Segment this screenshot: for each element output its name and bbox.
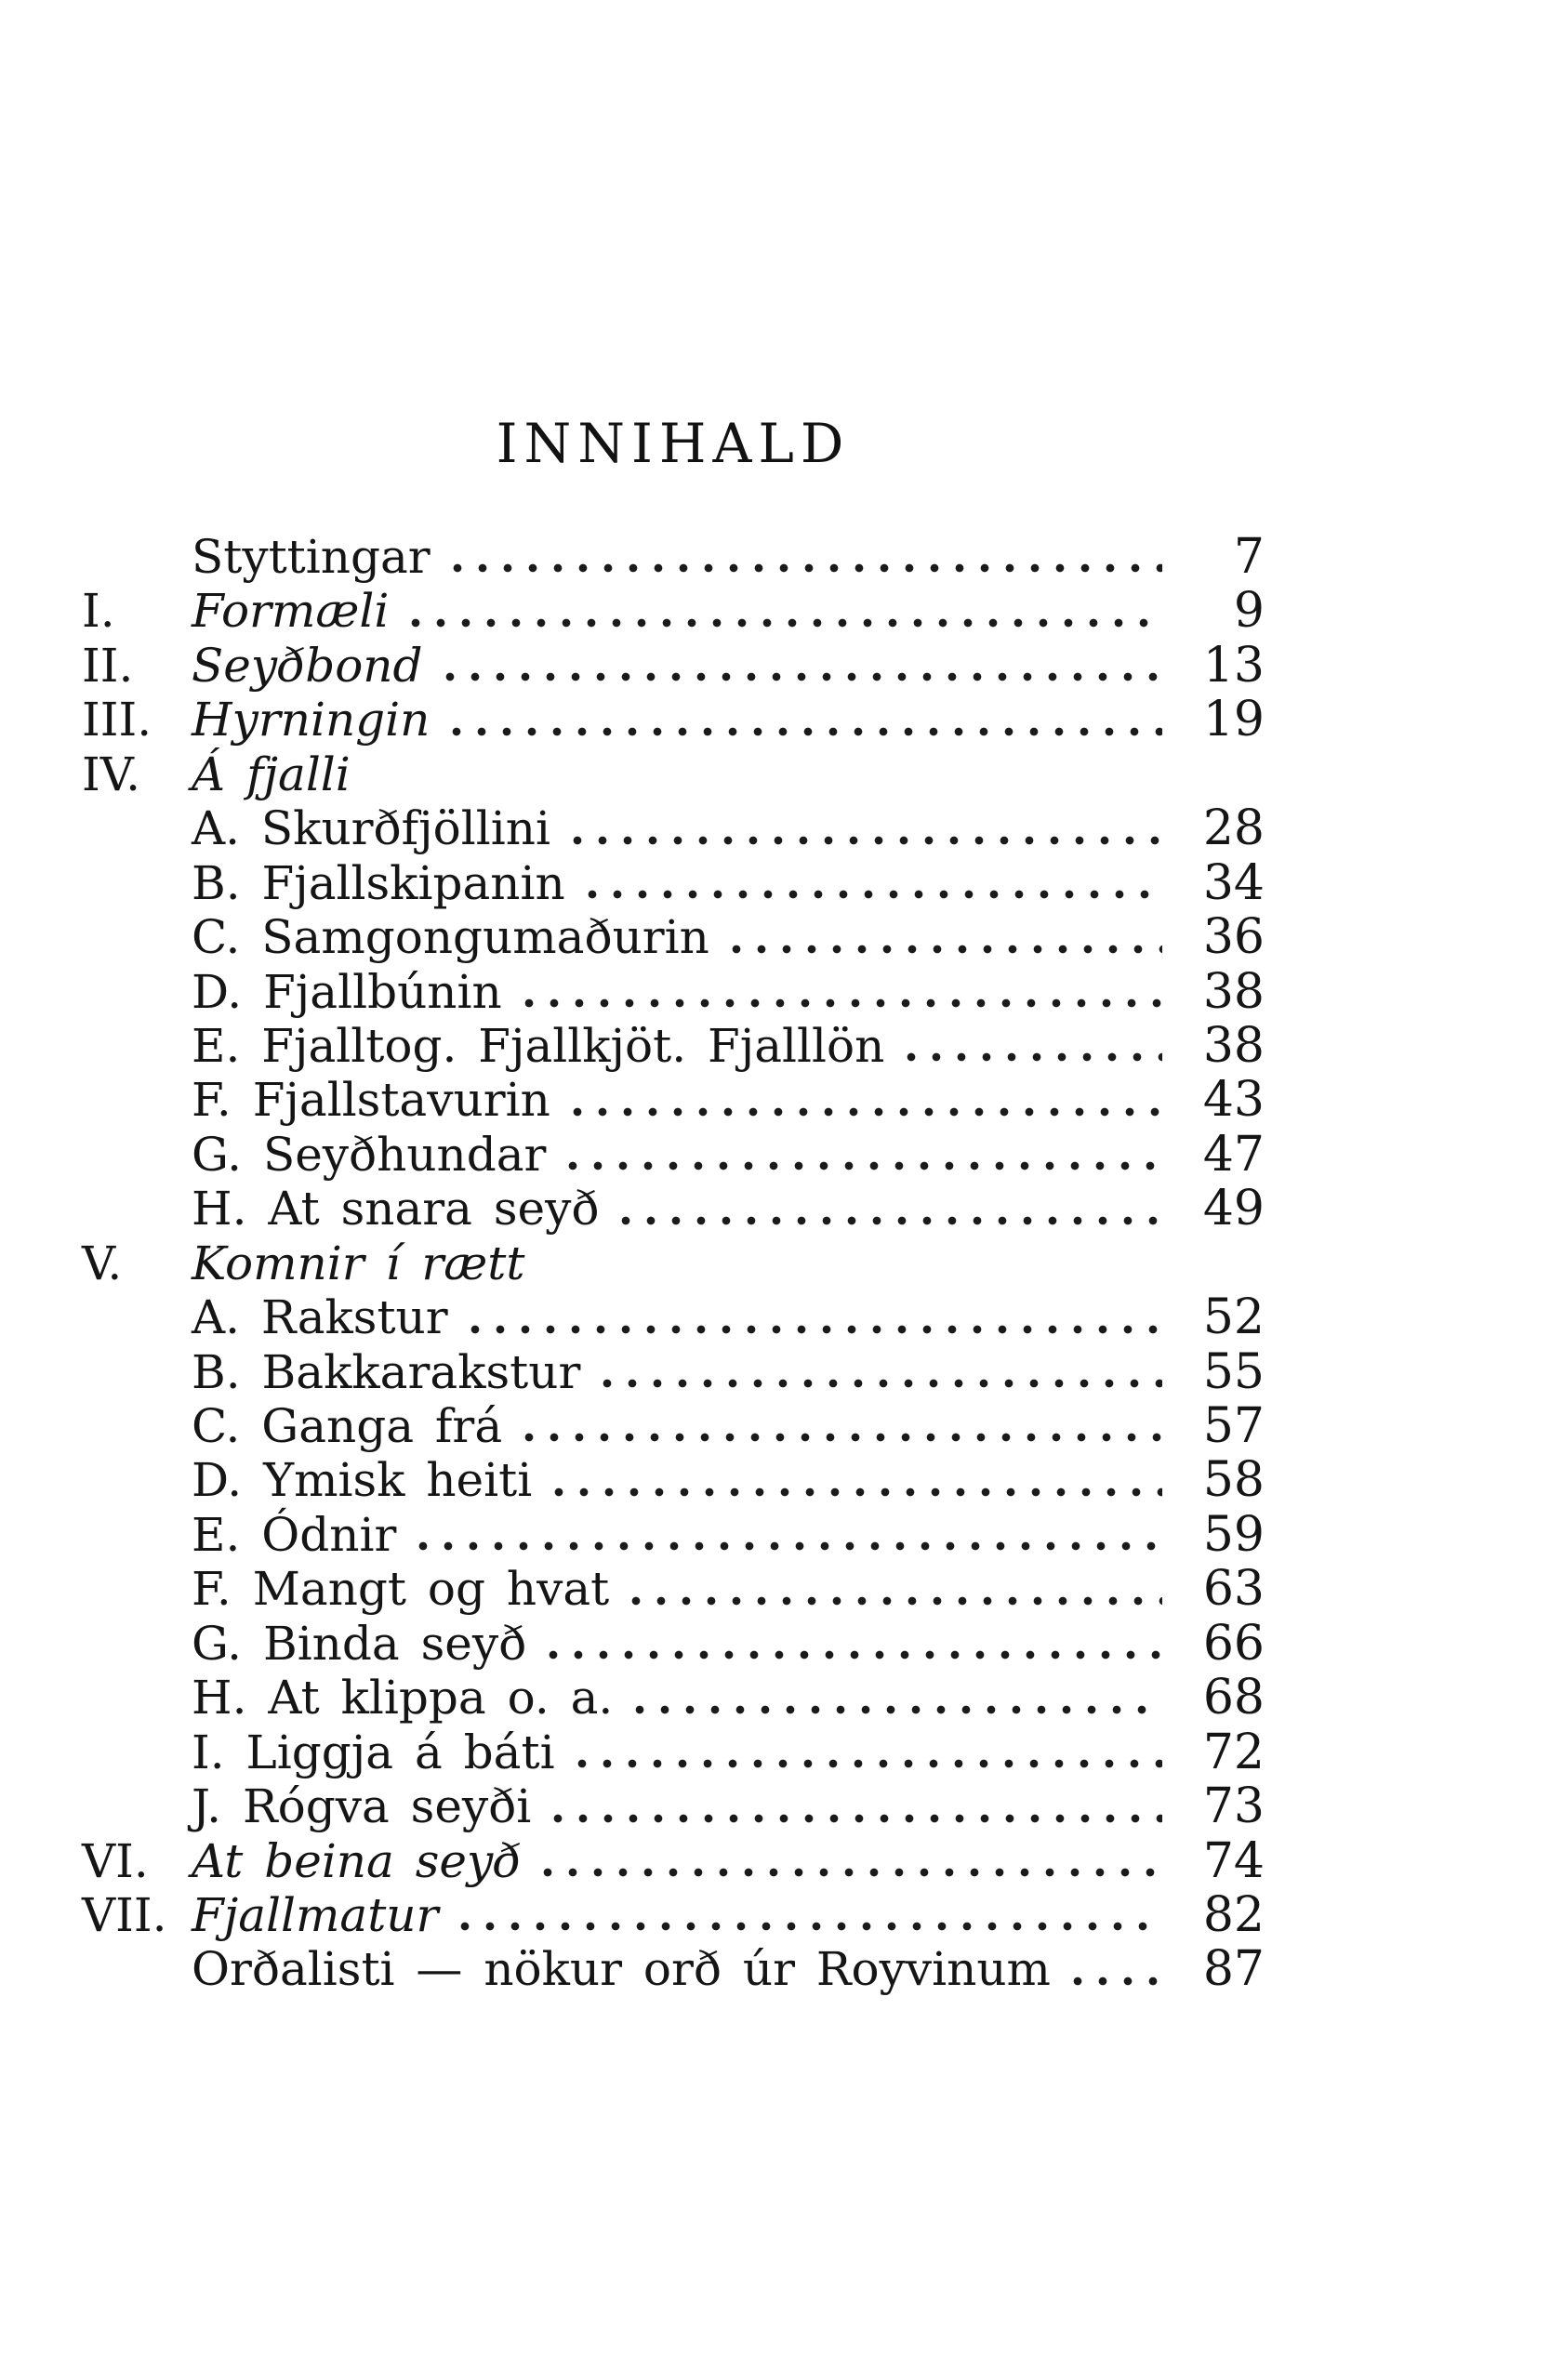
toc-entry-label: Orðalisti — nökur orð úr Royvinum bbox=[192, 1942, 1051, 1997]
toc-page-number: 28 bbox=[1202, 800, 1265, 857]
toc-entry-label: E. Ódnir bbox=[192, 1507, 397, 1562]
toc-roman-numeral: V. bbox=[82, 1236, 123, 1290]
toc-entry-label: Seyðbond bbox=[192, 638, 423, 693]
toc-page-number: 47 bbox=[1202, 1126, 1265, 1183]
toc-row bbox=[82, 1182, 1265, 1236]
toc-page-number: 43 bbox=[1202, 1072, 1265, 1129]
toc-entry-label: F. Mangt og hvat bbox=[192, 1562, 610, 1617]
toc-row bbox=[82, 1888, 1265, 1942]
toc-row bbox=[82, 1834, 1265, 1888]
toc-roman-numeral: VII. bbox=[82, 1887, 167, 1942]
toc-row bbox=[82, 1617, 1265, 1671]
toc-entry-label: C. Samgongumaðurin bbox=[192, 910, 709, 965]
toc-row bbox=[82, 747, 1265, 801]
toc-entry-label: At beina seyð bbox=[192, 1833, 522, 1888]
dot-leader bbox=[571, 834, 1162, 847]
toc-row bbox=[82, 1345, 1265, 1399]
toc-page-number: 68 bbox=[1202, 1670, 1265, 1726]
toc-entry-label: Hyrningin bbox=[192, 693, 431, 747]
toc-row bbox=[82, 1942, 1265, 1996]
toc-row bbox=[82, 639, 1265, 693]
toc-roman-numeral: III. bbox=[82, 693, 152, 747]
toc-roman-numeral: IV. bbox=[82, 747, 141, 801]
toc-page-number: 7 bbox=[1233, 529, 1265, 585]
toc-row bbox=[82, 1671, 1265, 1725]
toc-row bbox=[82, 1128, 1265, 1182]
toc-entry-label: Formæli bbox=[192, 584, 390, 639]
dot-leader bbox=[619, 1214, 1162, 1227]
table-of-contents bbox=[82, 530, 1265, 1997]
toc-row bbox=[82, 530, 1265, 584]
toc-entry-label: B. Fjallskipanin bbox=[192, 855, 565, 910]
dot-leader bbox=[469, 1323, 1162, 1336]
toc-page-number: 59 bbox=[1202, 1506, 1265, 1563]
toc-page-number: 87 bbox=[1202, 1941, 1265, 1998]
toc-entry-label: Á fjalli bbox=[192, 747, 351, 801]
toc-entry-label: F. Fjallstavurin bbox=[192, 1073, 550, 1128]
dot-leader bbox=[458, 1920, 1162, 1933]
toc-page-number: 19 bbox=[1202, 692, 1265, 748]
toc-entry-label: H. At snara seyð bbox=[192, 1182, 600, 1236]
toc-entry-label: D. Fjallbúnin bbox=[192, 964, 502, 1019]
dot-leader bbox=[523, 1431, 1162, 1444]
dot-leader bbox=[576, 1757, 1162, 1770]
dot-leader bbox=[450, 725, 1162, 738]
toc-row bbox=[82, 693, 1265, 747]
toc-entry-label: C. Ganga frá bbox=[192, 1399, 503, 1453]
dot-leader bbox=[451, 562, 1162, 575]
toc-row bbox=[82, 1508, 1265, 1562]
toc-page-number: 66 bbox=[1202, 1615, 1265, 1672]
dot-leader bbox=[586, 888, 1162, 901]
toc-row bbox=[82, 584, 1265, 638]
toc-row bbox=[82, 1236, 1265, 1290]
toc-entry-label: I. Liggja á báti bbox=[192, 1725, 555, 1779]
toc-roman-numeral: I. bbox=[82, 584, 115, 639]
page-title: INNIHALD bbox=[496, 412, 851, 475]
toc-row bbox=[82, 910, 1265, 964]
dot-leader bbox=[551, 1812, 1162, 1825]
dot-leader bbox=[601, 1377, 1162, 1390]
toc-row bbox=[82, 1019, 1265, 1073]
toc-row bbox=[82, 1453, 1265, 1507]
dot-leader bbox=[417, 1540, 1162, 1553]
toc-page-number: 9 bbox=[1233, 583, 1265, 640]
dot-leader bbox=[1071, 1975, 1162, 1988]
toc-page-number: 57 bbox=[1202, 1398, 1265, 1454]
toc-page-number: 74 bbox=[1202, 1832, 1265, 1889]
toc-roman-numeral: II. bbox=[82, 638, 134, 693]
toc-page-number: 82 bbox=[1202, 1886, 1265, 1943]
toc-row bbox=[82, 1562, 1265, 1616]
dot-leader bbox=[571, 1105, 1162, 1118]
toc-entry-label: G. Seyðhundar bbox=[192, 1127, 547, 1182]
dot-leader bbox=[730, 943, 1162, 956]
toc-entry-label: A. Rakstur bbox=[192, 1290, 448, 1345]
toc-roman-numeral: VI. bbox=[82, 1833, 149, 1888]
dot-leader bbox=[547, 1648, 1162, 1661]
toc-page-number: 13 bbox=[1202, 637, 1265, 694]
toc-entry-label: E. Fjalltog. Fjallkjöt. Fjalllön bbox=[192, 1018, 885, 1073]
toc-row bbox=[82, 1290, 1265, 1344]
toc-entry-label: Komnir í rætt bbox=[192, 1236, 525, 1290]
toc-row bbox=[82, 965, 1265, 1019]
toc-entry-label: H. At klippa o. a. bbox=[192, 1671, 614, 1726]
toc-row bbox=[82, 1726, 1265, 1779]
toc-entry-label: B. Bakkarakstur bbox=[192, 1344, 581, 1399]
toc-page-number: 49 bbox=[1202, 1181, 1265, 1237]
dot-leader bbox=[409, 616, 1162, 629]
toc-entry-label: D. Ymisk heiti bbox=[192, 1453, 533, 1508]
toc-entry-label: J. Rógva seyði bbox=[192, 1779, 532, 1834]
dot-leader bbox=[541, 1866, 1162, 1879]
toc-row bbox=[82, 1779, 1265, 1833]
dot-leader bbox=[905, 1051, 1162, 1064]
toc-row bbox=[82, 801, 1265, 855]
toc-page-number: 34 bbox=[1202, 854, 1265, 911]
toc-page-number: 38 bbox=[1202, 963, 1265, 1020]
toc-page-number: 58 bbox=[1202, 1452, 1265, 1509]
toc-entry-label: Fjallmatur bbox=[192, 1887, 439, 1942]
toc-page-number: 38 bbox=[1202, 1017, 1265, 1074]
dot-leader bbox=[566, 1159, 1162, 1172]
toc-page-number: 72 bbox=[1202, 1724, 1265, 1780]
toc-page-number: 73 bbox=[1202, 1778, 1265, 1835]
toc-page-number: 36 bbox=[1202, 909, 1265, 966]
toc-row bbox=[82, 1399, 1265, 1453]
toc-row bbox=[82, 856, 1265, 910]
dot-leader bbox=[633, 1703, 1162, 1716]
toc-row bbox=[82, 1073, 1265, 1127]
dot-leader bbox=[552, 1486, 1162, 1499]
dot-leader bbox=[444, 670, 1162, 683]
toc-page-number: 55 bbox=[1202, 1343, 1265, 1400]
toc-page-number: 63 bbox=[1202, 1561, 1265, 1618]
dot-leader bbox=[629, 1594, 1162, 1607]
toc-page-number: 52 bbox=[1202, 1289, 1265, 1346]
toc-entry-label: G. Binda seyð bbox=[192, 1616, 527, 1671]
toc-entry-label: A. Skurðfjöllini bbox=[192, 801, 550, 856]
toc-entry-label: Styttingar bbox=[192, 530, 431, 584]
dot-leader bbox=[523, 997, 1162, 1010]
